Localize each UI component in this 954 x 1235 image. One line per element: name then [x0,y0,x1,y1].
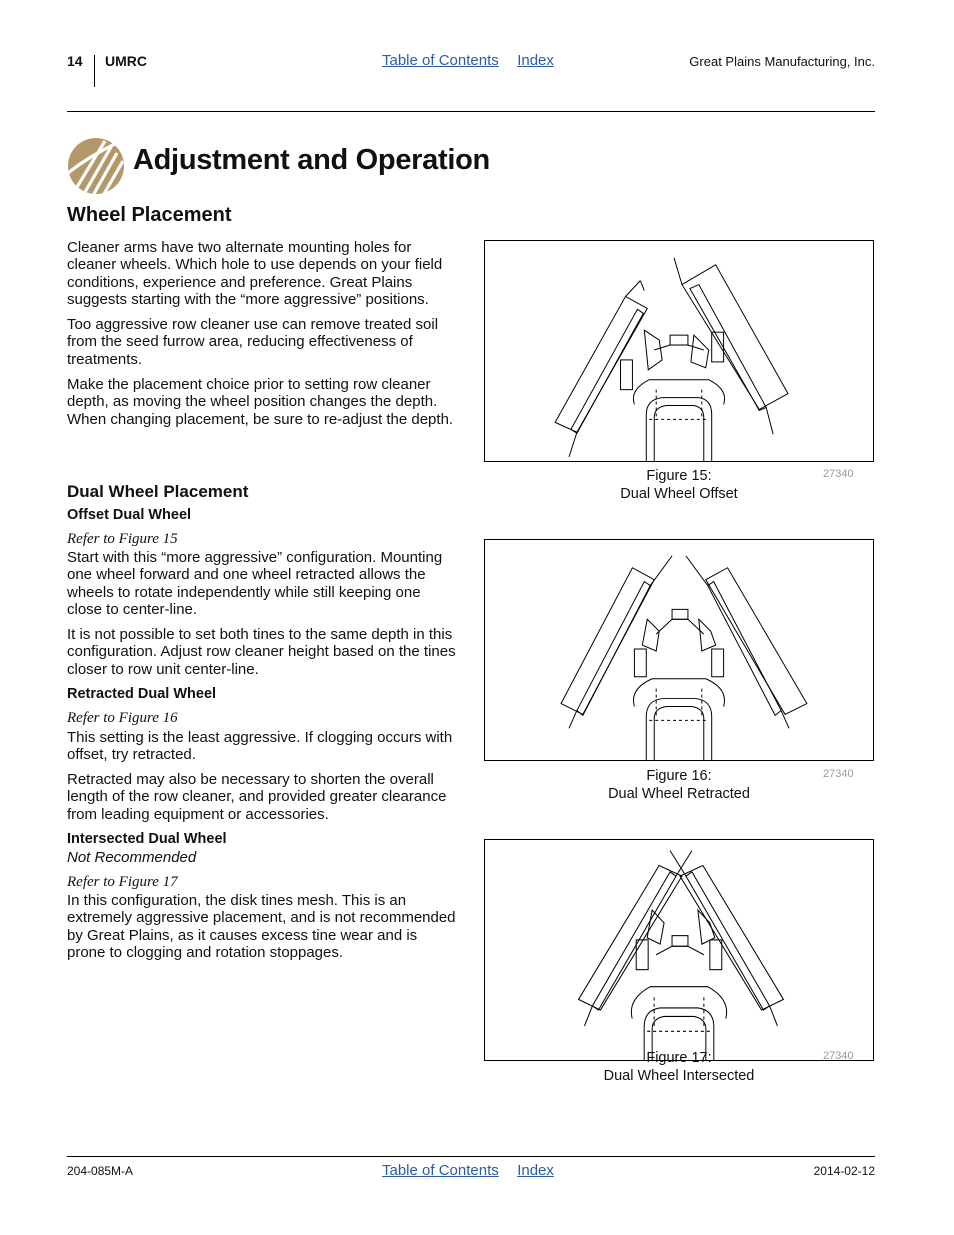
offset-paragraph-2: It is not possible to set both tines to the same depth in this configuration. Adjust row cleaner height based on the tines closer to row unit center-line. [67,626,456,678]
figure-17-part-number: 27340 [823,1050,854,1062]
offset-heading: Offset Dual Wheel [67,507,192,523]
figure-17-label: Figure 17: [646,1050,712,1066]
section-title: Adjustment and Operation [133,144,490,176]
figure-17-drawing [484,839,874,1061]
document-name: UMRC [105,53,147,69]
page-number: 14 [67,53,83,69]
figure-16-drawing [484,539,874,761]
dual-wheel-intersected-illustration [485,840,873,1060]
footer-index-link[interactable]: Index [517,1162,554,1179]
index-link[interactable]: Index [517,52,554,69]
retracted-figure-reference: Refer to Figure 16 [67,710,178,726]
intersected-paragraph-1: In this configuration, the disk tines mesh. This is an extremely aggressive placement, and is not recommended by Great Plains, as it causes excess tine wear and is prone to clogging and rotation stoppages. [67,892,456,961]
retracted-paragraph-1: This setting is the least aggressive. If clogging occurs with offset, try retracted. [67,729,453,764]
figure-15-drawing [484,240,874,462]
figure-17-title: Dual Wheel Intersected [603,1068,755,1084]
intersected-heading: Intersected Dual Wheel [67,831,227,847]
document-number: 204-085M-A [67,1164,134,1178]
figure-16-label: Figure 16: [646,768,712,784]
offset-figure-reference: Refer to Figure 15 [67,531,178,547]
footer-toc-link[interactable]: Table of Contents [382,1162,499,1179]
retracted-heading: Retracted Dual Wheel [67,686,217,702]
publication-date: 2014-02-12 [813,1164,875,1178]
figure-16-title: Dual Wheel Retracted [608,786,750,802]
footer-nav [382,1162,568,1180]
figure-16-caption [484,767,874,803]
figure-15-caption [484,467,874,503]
footer-rule [67,1156,875,1157]
company-name: Great Plains Manufacturing, Inc. [689,54,875,69]
figure-15-part-number: 27340 [823,468,854,480]
figure-17-caption [484,1049,874,1085]
offset-paragraph-1: Start with this “more aggressive” configuration. Mounting one wheel forward and one wheel retracted allows the wheels to rotate independently while still keeping one close to center-line. [67,549,443,618]
great-plains-logo-icon [67,137,125,195]
toc-link[interactable]: Table of Contents [382,52,499,69]
retracted-paragraph-2: Retracted may also be necessary to shorten the overall length of the row cleaner, and provided greater clearance from leading equipment or accessories. [67,771,447,823]
dual-wheel-heading: Dual Wheel Placement [67,482,249,501]
intersected-figure-reference: Refer to Figure 17 [67,874,178,890]
wheel-placement-heading: Wheel Placement [67,204,232,226]
figure-15-label: Figure 15: [646,468,712,484]
wheel-placement-paragraph-3: Make the placement choice prior to setting row cleaner depth, as moving the wheel position changes the depth. When changing placement, be sure to re-adjust the depth. [67,376,454,428]
figure-16-part-number: 27340 [823,768,854,780]
header-rule [67,111,875,112]
not-recommended-note: Not Recommended [67,849,197,866]
dual-wheel-offset-illustration [485,241,873,461]
figure-15-title: Dual Wheel Offset [620,486,738,502]
header-nav [382,52,568,70]
header-divider [94,55,95,87]
wheel-placement-paragraph-1: Cleaner arms have two alternate mounting holes for cleaner wheels. Which hole to use depends on your field conditions, experience and preference. Great Plains suggests starting with the “more aggressive” positions. [67,239,443,308]
wheel-placement-paragraph-2: Too aggressive row cleaner use can remove treated soil from the seed furrow area, reducing effectiveness of treatments. [67,316,439,368]
dual-wheel-retracted-illustration [485,540,873,760]
